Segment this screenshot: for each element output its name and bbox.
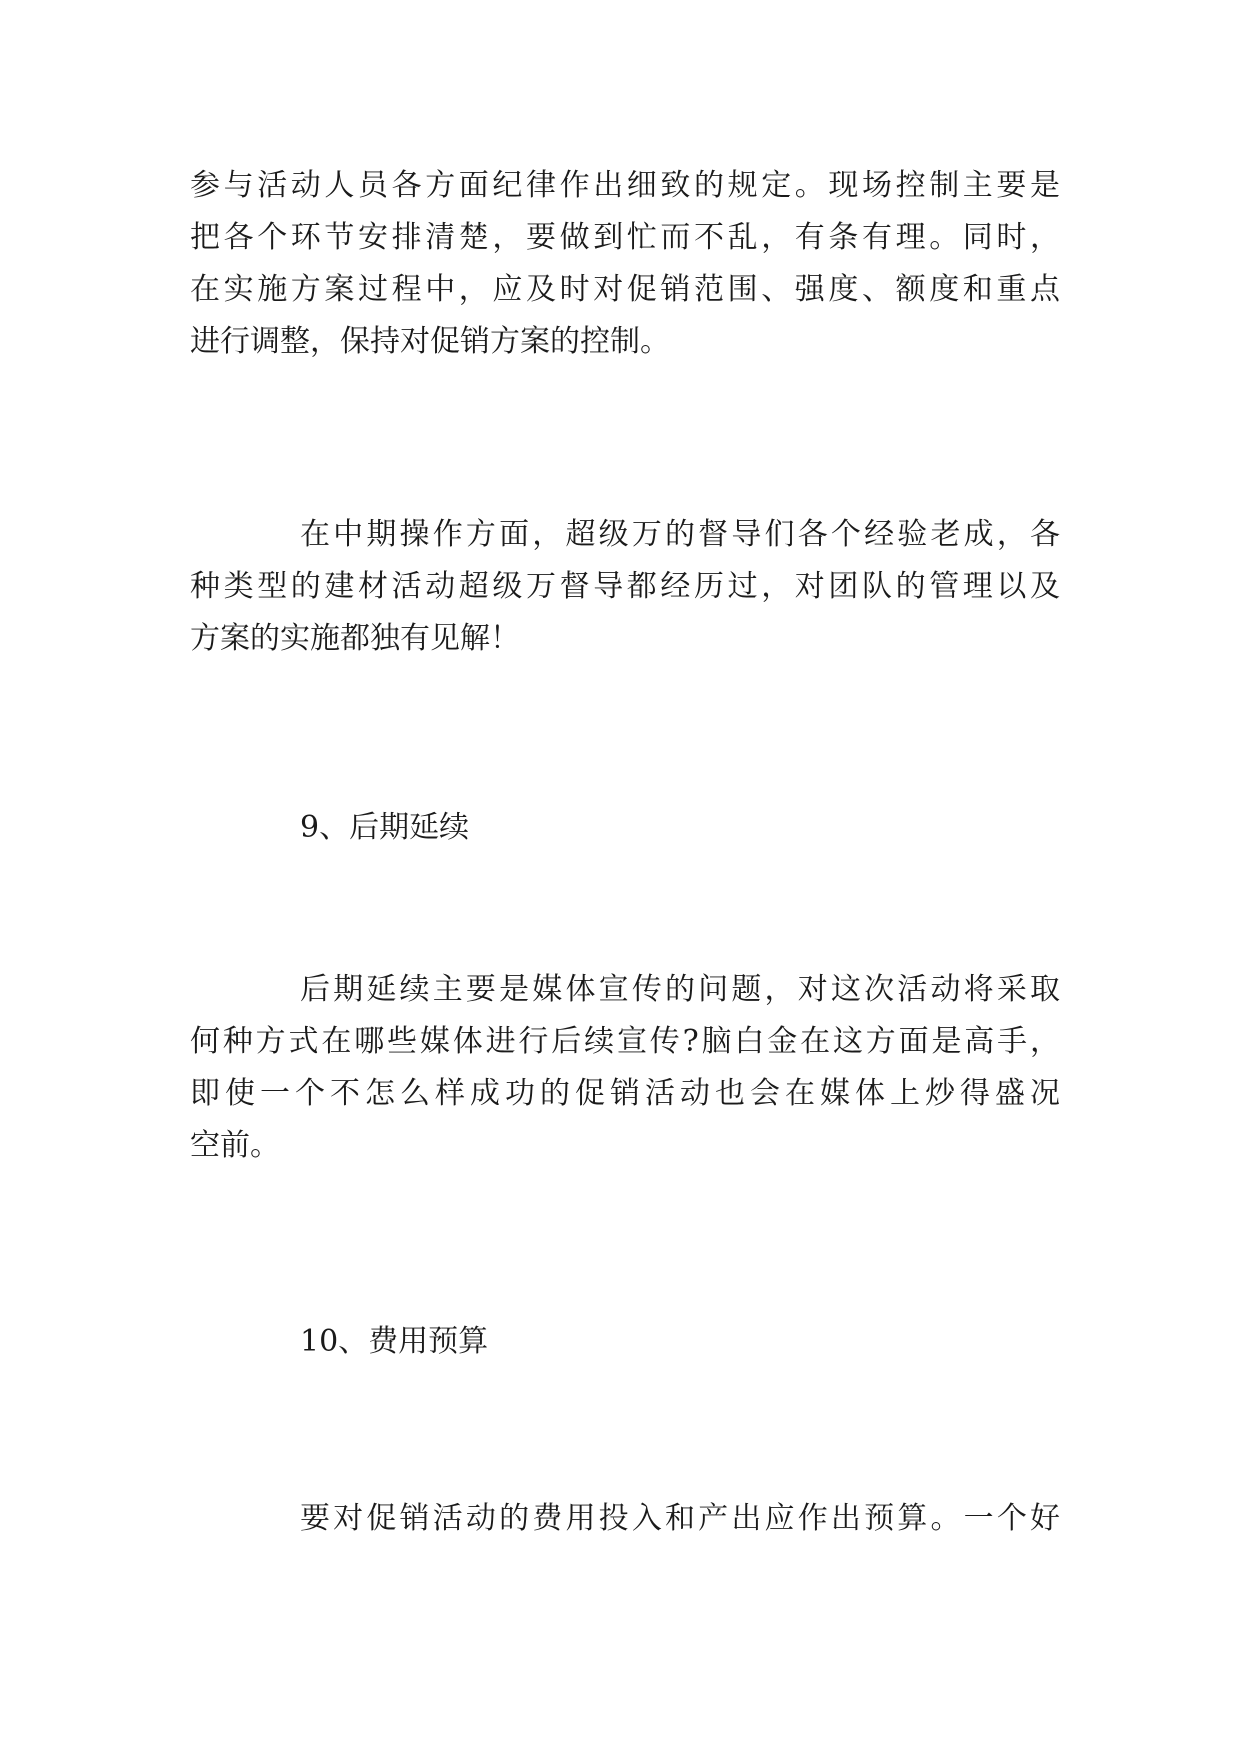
section-heading-9: 9、后期延续 [300, 810, 470, 845]
text-line: 要对促销活动的费用投入和产出应作出预算。一个好 [300, 1501, 1060, 1536]
text-line: 空前。 [190, 1128, 280, 1163]
text-line: 即使一个不怎么样成功的促销活动也会在媒体上炒得盛况 [190, 1076, 1060, 1111]
text-line: 何种方式在哪些媒体进行后续宣传?脑白金在这方面是高手， [190, 1024, 1060, 1059]
text-line: 把各个环节安排清楚，要做到忙而不乱，有条有理。同时， [190, 220, 1060, 255]
text-line: 参与活动人员各方面纪律作出细致的规定。现场控制主要是 [190, 168, 1060, 203]
text-line: 在实施方案过程中，应及时对促销范围、强度、额度和重点 [190, 272, 1060, 307]
text-line: 后期延续主要是媒体宣传的问题，对这次活动将采取 [300, 972, 1060, 1007]
section-heading-10: 10、费用预算 [300, 1324, 489, 1359]
text-line: 进行调整，保持对促销方案的控制。 [190, 324, 670, 359]
text-line: 种类型的建材活动超级万督导都经历过，对团队的管理以及 [190, 569, 1060, 604]
text-line: 在中期操作方面，超级万的督导们各个经验老成，各 [300, 517, 1060, 552]
text-line: 方案的实施都独有见解！ [190, 621, 520, 656]
